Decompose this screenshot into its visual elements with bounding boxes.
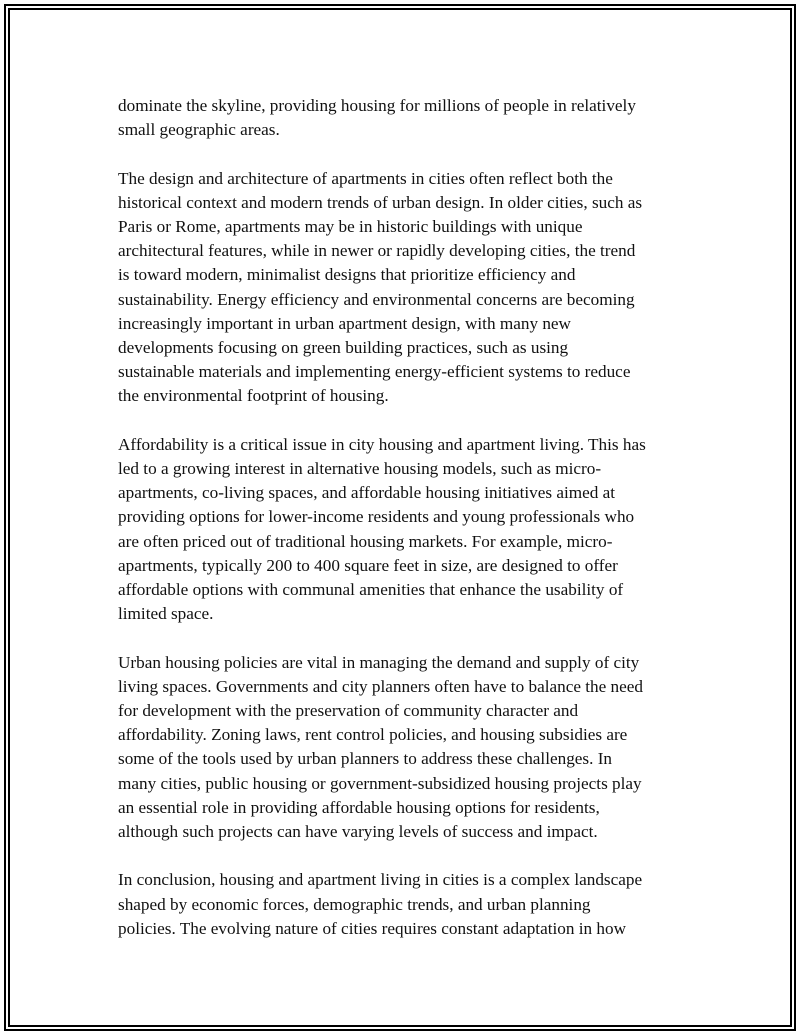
paragraph-skyline: dominate the skyline, providing housing for millions of people in relatively small geographic areas.	[118, 96, 636, 140]
paragraph-affordability: Affordability is a critical issue in city housing and apartment living. This has led to a growing interest in alternative housing models, such as micro- apartments, co-living spaces, and affordable housing initiatives aimed at providing options for lower-income residents and young professionals who are often priced out of traditional housing markets. For example, micro- apartments, typically 200 to 400 square feet in size, are designed to offer affordable options with communal amenities that enhance the usability of limited space.	[118, 434, 646, 624]
paragraph-design-architecture: The design and architecture of apartments in cities often reflect both the historical context and modern trends of urban design. In older cities, such as Paris or Rome, apartments may be in historic buildings with unique architectural features, while in newer or rapidly developing cities, the trend is toward modern, minimalist designs that prioritize efficiency and sustainability. Energy efficiency and environmental concerns are becoming increasingly important in urban apartment design, with many new developments focusing on green building practices, such as using sustainable materials and implementing energy-efficient systems to reduce the environmental footprint of housing.	[118, 168, 643, 406]
document-body	[118, 94, 686, 965]
paragraph-housing-policies: Urban housing policies are vital in managing the demand and supply of city living spaces. Governments and city planners often have to balance the need for development with the preservation of community character and affordability. Zoning laws, rent control policies, and housing subsidies are some of the tools used by urban planners to address these challenges. In many cities, public housing or government-subsidized housing projects play an essential role in providing affordable housing options for residents, although such projects can have varying levels of success and impact.	[118, 652, 643, 842]
paragraph-conclusion: In conclusion, housing and apartment living in cities is a complex landscape shaped by economic forces, demographic trends, and urban planning policies. The evolving nature of cities requires constant adaptation in how	[118, 870, 643, 938]
